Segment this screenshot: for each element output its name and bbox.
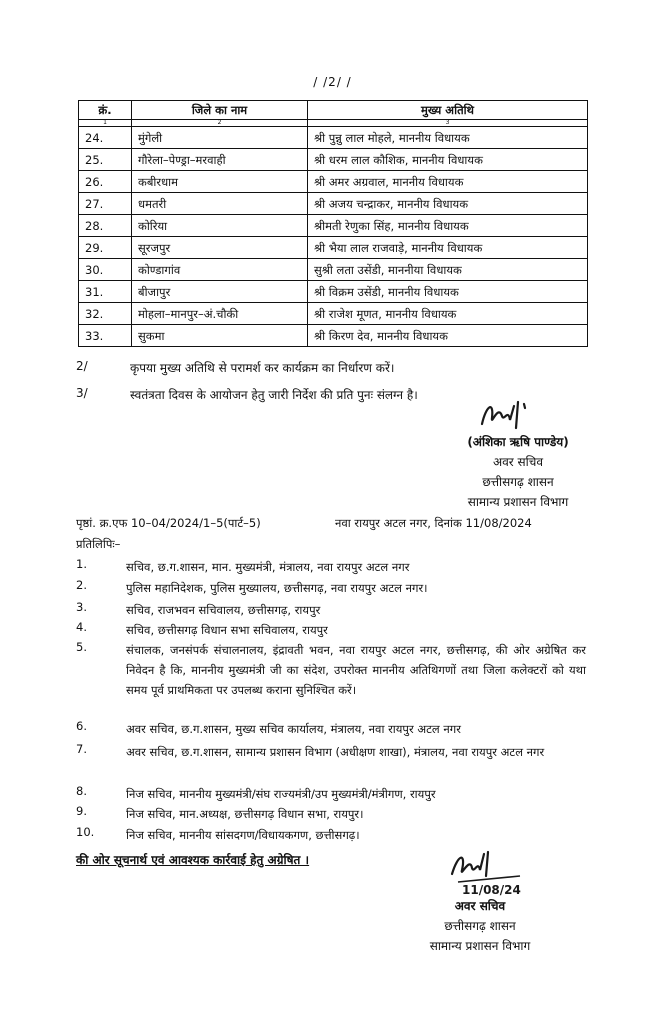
row-guest: श्री अमर अग्रवाल, माननीय विधायक xyxy=(308,171,588,193)
row-district: सूरजपुर xyxy=(132,237,308,259)
paragraph-2 xyxy=(76,359,596,377)
row-district: मुंगेली xyxy=(132,127,308,149)
row-district: धमतरी xyxy=(132,193,308,215)
row-guest: श्री पुन्नु लाल मोहले, माननीय विधायक xyxy=(308,127,588,149)
copy-text: अवर सचिव, छ.ग.शासन, मुख्य सचिव कार्यालय, मंत्रालय, नवा रायपुर अटल नगर xyxy=(126,722,461,736)
signatory2-dept: सामान्य प्रशासन विभाग xyxy=(429,939,531,953)
paragraph-number: 3/ xyxy=(76,386,88,400)
sub-number: 2 xyxy=(132,120,308,127)
copy-text: सचिव, छ.ग.शासन, मान. मुख्यमंत्री, मंत्रालय, नवा रायपुर अटल नगर xyxy=(126,560,410,574)
copy-number: 10. xyxy=(76,825,95,839)
table-row xyxy=(79,281,588,303)
copy-item xyxy=(76,600,591,620)
copy-item xyxy=(76,804,591,824)
copy-number: 7. xyxy=(76,742,87,756)
table-row xyxy=(79,149,588,171)
paragraph-text: कृपया मुख्य अतिथि से परामर्श कर कार्यक्रम का निर्धारण करें। xyxy=(130,361,395,375)
row-serial: 33. xyxy=(79,325,132,347)
copy-number: 5. xyxy=(76,640,87,654)
row-district: मोहला–मानपुर–अं.चौकी xyxy=(132,303,308,325)
row-district: कबीरधाम xyxy=(132,171,308,193)
copy-number: 3. xyxy=(76,600,87,614)
signatory-block-2 xyxy=(400,896,560,956)
handwritten-signature-icon xyxy=(478,398,538,432)
row-serial: 25. xyxy=(79,149,132,171)
district-guest-table xyxy=(78,100,588,347)
col-header-serial: क्रं. xyxy=(79,101,132,120)
row-guest: श्री राजेश मूणत, माननीय विधायक xyxy=(308,303,588,325)
col-header-guest: मुख्य अतिथि xyxy=(308,101,588,120)
copy-item xyxy=(76,825,591,845)
row-serial: 31. xyxy=(79,281,132,303)
copy-text: अवर सचिव, छ.ग.शासन, सामान्य प्रशासन विभाग (अधीक्षण शाखा), मंत्रालय, नवा रायपुर अटल नगर xyxy=(126,745,545,759)
copy-item xyxy=(76,742,591,782)
row-serial: 28. xyxy=(79,215,132,237)
signatory-govt: छत्तीसगढ़ शासन xyxy=(482,475,554,489)
copy-text: निज सचिव, माननीय मुख्यमंत्री/संघ राज्यमंत्री/उप मुख्यमंत्री/मंत्रीगण, रायपुर xyxy=(126,787,436,801)
row-serial: 27. xyxy=(79,193,132,215)
copy-number: 8. xyxy=(76,784,87,798)
paragraph-number: 2/ xyxy=(76,359,88,373)
row-serial: 29. xyxy=(79,237,132,259)
row-district: गौरेला–पेण्ड्रा–मरवाही xyxy=(132,149,308,171)
copy-item xyxy=(76,784,591,804)
row-district: बीजापुर xyxy=(132,281,308,303)
row-guest: श्री अजय चन्द्राकर, माननीय विधायक xyxy=(308,193,588,215)
copy-text: संचालक, जनसंपर्क संचालनालय, इंद्रावती भवन, नवा रायपुर अटल नगर, छत्तीसगढ़, की ओर अग्रेषित कर निवेदन है कि, माननीय मुख्यमंत्री जी का संदेश, उपरोक्त माननीय अतिथिगणों तथा जिला कलेक्टरों को यथा समय पूर्व प्राथमिकता पर उपलब्ध कराना सुनिश्चित करें। xyxy=(126,643,586,697)
endorsement-ref: पृष्ठां. क्र.एफ 10–04/2024/1–5(पार्ट–5) xyxy=(76,516,261,530)
row-guest: श्रीमती रेणुका सिंह, माननीय विधायक xyxy=(308,215,588,237)
paragraph-text: स्वतंत्रता दिवस के आयोजन हेतु जारी निर्देश की प्रति पुनः संलग्न है। xyxy=(130,388,418,402)
row-guest: श्री भैया लाल राजवाड़े, माननीय विधायक xyxy=(308,237,588,259)
endorsement-place-date: नवा रायपुर अटल नगर, दिनांक 11/08/2024 xyxy=(335,516,532,530)
table-header-row xyxy=(79,101,588,120)
row-serial: 26. xyxy=(79,171,132,193)
row-serial: 24. xyxy=(79,127,132,149)
copy-text: सचिव, छत्तीसगढ़ विधान सभा सचिवालय, रायपुर xyxy=(126,623,328,637)
copy-number: 4. xyxy=(76,620,87,634)
copy-number: 6. xyxy=(76,719,87,733)
row-district: कोरिया xyxy=(132,215,308,237)
copy-item xyxy=(76,620,591,640)
row-district: कोण्डागांव xyxy=(132,259,308,281)
copy-text: सचिव, राजभवन सचिवालय, छत्तीसगढ़, रायपुर xyxy=(126,603,321,617)
table-subnumber-row xyxy=(79,120,588,127)
row-district: सुकमा xyxy=(132,325,308,347)
row-guest: श्री विक्रम उसेंडी, माननीय विधायक xyxy=(308,281,588,303)
signatory-designation: अवर सचिव xyxy=(492,455,544,469)
row-guest: श्री किरण देव, माननीय विधायक xyxy=(308,325,588,347)
copy-item xyxy=(76,557,591,577)
copy-text: पुलिस महानिदेशक, पुलिस मुख्यालय, छत्तीसगढ़, नवा रायपुर अटल नगर। xyxy=(126,581,428,595)
signatory2-govt: छत्तीसगढ़ शासन xyxy=(444,919,516,933)
row-guest: श्री धरम लाल कौशिक, माननीय विधायक xyxy=(308,149,588,171)
copy-item xyxy=(76,640,591,720)
forwarding-note: की ओर सूचनार्थ एवं आवश्यक कार्रवाई हेतु अग्रेषित । xyxy=(76,853,310,867)
copy-number: 1. xyxy=(76,557,87,571)
handwritten-date: 11/08/24 xyxy=(462,883,521,897)
signatory-dept: सामान्य प्रशासन विभाग xyxy=(467,495,569,509)
table-row xyxy=(79,325,588,347)
row-serial: 30. xyxy=(79,259,132,281)
page-number: / /2/ / xyxy=(313,75,352,89)
sub-number: 3 xyxy=(308,120,588,127)
signatory2-designation: अवर सचिव xyxy=(454,899,506,913)
table-row xyxy=(79,237,588,259)
copy-item xyxy=(76,578,591,598)
table-row xyxy=(79,303,588,325)
table-row xyxy=(79,127,588,149)
table-row xyxy=(79,259,588,281)
table-row xyxy=(79,193,588,215)
table-row xyxy=(79,215,588,237)
table-row xyxy=(79,171,588,193)
signatory-name: (अंशिका ऋषि पाण्डेय) xyxy=(467,435,569,449)
row-serial: 32. xyxy=(79,303,132,325)
copy-number: 9. xyxy=(76,804,87,818)
copy-label: प्रतिलिपिः– xyxy=(76,537,121,551)
copy-text: निज सचिव, माननीय सांसदगण/विधायकगण, छत्तीसगढ़। xyxy=(126,828,360,842)
signatory-block xyxy=(438,432,598,512)
handwritten-signature-with-date-icon xyxy=(448,848,528,898)
copy-text: निज सचिव, मान.अध्यक्ष, छत्तीसगढ़ विधान सभा, रायपुर। xyxy=(126,807,364,821)
sub-number: 1 xyxy=(79,120,132,127)
row-guest: सुश्री लता उसेंडी, माननीया विधायक xyxy=(308,259,588,281)
copy-item xyxy=(76,719,591,739)
col-header-district: जिले का नाम xyxy=(132,101,308,120)
copy-number: 2. xyxy=(76,578,87,592)
